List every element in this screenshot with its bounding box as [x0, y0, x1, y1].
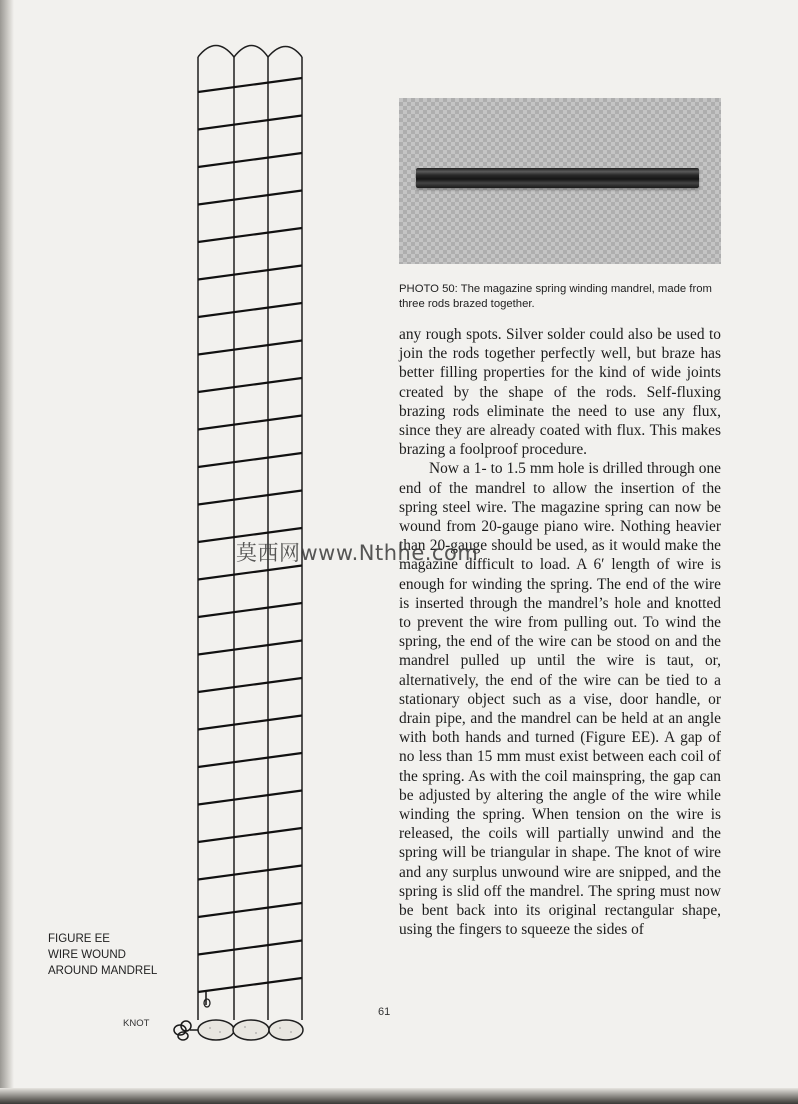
- wire-coil: [198, 641, 302, 655]
- rod-top-right: [268, 47, 302, 58]
- wire-coil: [198, 753, 302, 767]
- wire-coil: [198, 416, 302, 430]
- photo-caption: PHOTO 50: The magazine spring winding mandrel, made from three rods brazed together.: [399, 283, 712, 310]
- wire-coil: [198, 678, 302, 692]
- wire-coil: [198, 978, 302, 992]
- wire-coil: [198, 303, 302, 317]
- wire-coil: [198, 228, 302, 242]
- mandrel-rod-image: [416, 168, 699, 188]
- body-text: [399, 325, 721, 940]
- page-bottom-shadow: [0, 1088, 798, 1104]
- wire-coil: [198, 866, 302, 880]
- wire-coil: [198, 903, 302, 917]
- body-paragraph-2: Now a 1- to 1.5 mm hole is drilled through one end of the mandrel to allow the insertion of the spring steel wire. The magazine spring can now be wound from 20-gauge piano wire. Nothing heavier than 20-gauge should be used, as it would make the magazine difficult to load. A 6′ length of wire is enough for winding the spring. The end of the wire is inserted through the mandrel’s hole and knotted to prevent the wire from pulling out. To wind the spring, the end of the wire can be stood on and the mandrel pulled up until the wire is taut, or, alternatively, the end of the wire can be tied to a stationary object such as a vise, door handle, or drain pipe, and the mandrel can be held at an angle with both hands and turned (Figure EE). A gap of no less than 15 mm must exist between each coil of the spring. As with the coil mainspring, the gap can be adjusted by altering the angle of the wire while winding the spring. When tension on the wire is released, the coils will partially unwind and the spring will be triangular in shape. The knot of wire and any surplus unwound wire are snipped, and the spring is slid off the mandrel. The spring must now be bent back into its original rectangular shape, using the fingers to squeeze the sides of: [399, 460, 721, 939]
- wire-knot: [174, 1021, 198, 1040]
- page-number: 61: [378, 1006, 391, 1018]
- rod-end-left: [198, 1020, 234, 1040]
- wire-coil: [198, 716, 302, 730]
- wire-coil: [198, 791, 302, 805]
- wire-coil: [198, 153, 302, 167]
- rod-top-left: [198, 46, 234, 58]
- book-spine-shadow: [0, 0, 14, 1104]
- wire-coil: [198, 453, 302, 467]
- wire-coil: [198, 566, 302, 580]
- figure-label-line-3: AROUND MANDREL: [48, 965, 158, 977]
- wire-coil: [198, 266, 302, 280]
- wire-coil: [198, 941, 302, 955]
- wire-coil: [198, 341, 302, 355]
- rod-end-middle: [233, 1020, 269, 1040]
- wire-coil: [198, 828, 302, 842]
- figure-label-line-1: FIGURE EE: [48, 933, 110, 945]
- wire-coils: [198, 78, 302, 992]
- watermark-text: 莫西网www.Nthhe.com: [236, 541, 479, 565]
- wire-coil: [198, 191, 302, 205]
- photo-mandrel: [399, 98, 721, 264]
- figure-label-line-2: WIRE WOUND: [48, 949, 126, 961]
- wire-coil: [198, 378, 302, 392]
- bleed-through-header: [300, 50, 520, 58]
- body-paragraph-1: any rough spots. Silver solder could also be used to join the rods together perfectly well, but braze has better filling properties for the kind of wide joints created by the shape of the rods. Self-fluxing brazing rods eliminate the need to use any flux, since they are already coated with flux. This makes brazing a foolproof procedure.: [399, 326, 721, 459]
- rod-top-middle: [234, 46, 268, 58]
- knot-label: KNOT: [123, 1018, 150, 1029]
- wire-coil: [198, 78, 302, 92]
- figure-label: [48, 931, 198, 979]
- rod-end-right: [269, 1020, 303, 1040]
- wire-coil: [198, 603, 302, 617]
- wire-coil: [198, 491, 302, 505]
- drilled-hole: [204, 999, 210, 1007]
- wire-coil: [198, 116, 302, 130]
